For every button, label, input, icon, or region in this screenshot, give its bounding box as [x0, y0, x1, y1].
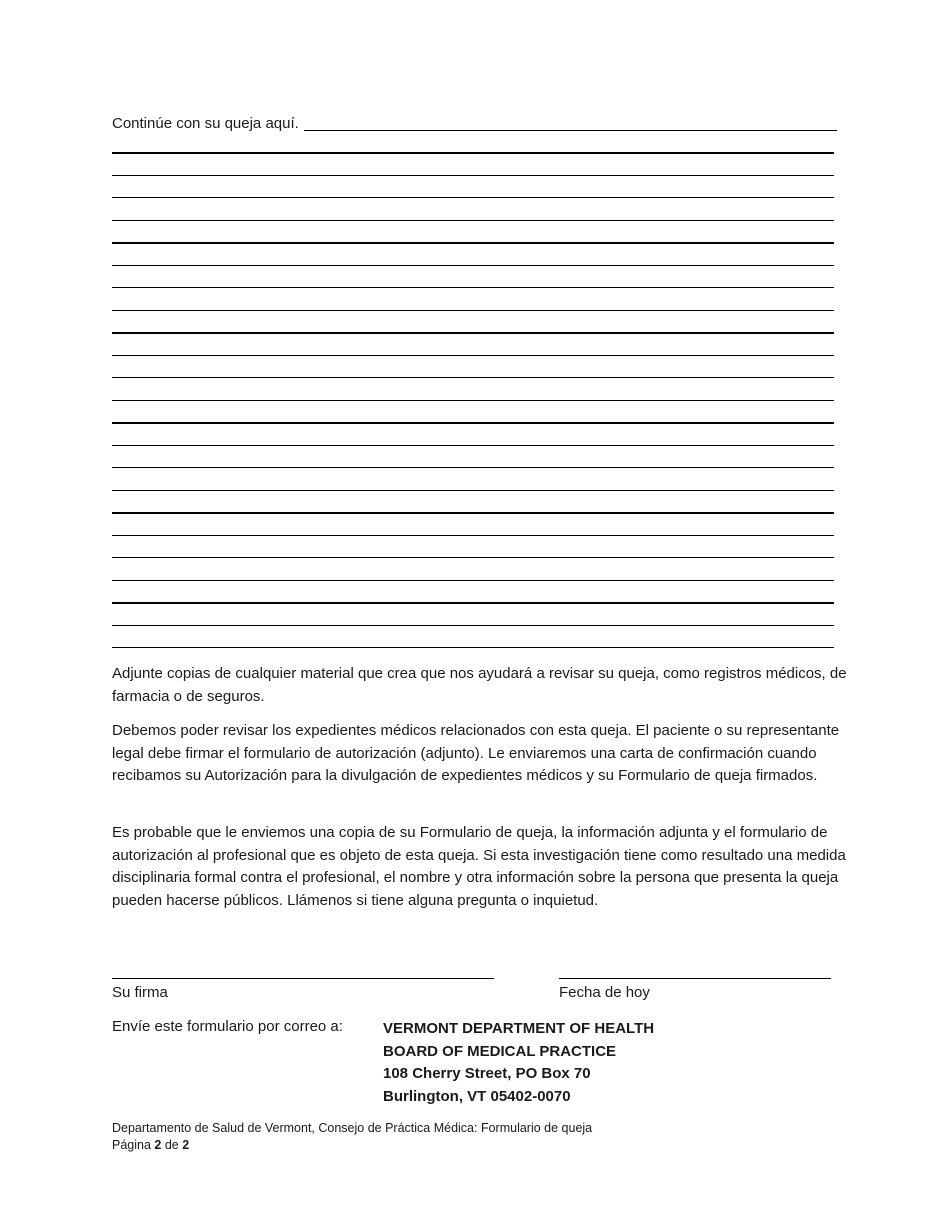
writing-line[interactable] — [112, 265, 834, 266]
continue-label: Continúe con su queja aquí. — [112, 115, 299, 132]
writing-line[interactable] — [112, 512, 834, 514]
writing-line[interactable] — [112, 175, 834, 176]
writing-line[interactable] — [112, 152, 834, 154]
signature-field[interactable] — [112, 978, 494, 979]
writing-line[interactable] — [112, 625, 834, 626]
writing-line[interactable] — [112, 422, 834, 424]
address-line-4: Burlington, VT 05402-0070 — [383, 1087, 571, 1105]
writing-line[interactable] — [112, 377, 834, 378]
page-current: 2 — [154, 1138, 162, 1152]
writing-line[interactable] — [112, 535, 834, 536]
address-line-1: VERMONT DEPARTMENT OF HEALTH — [383, 1020, 655, 1037]
page-word: Página — [112, 1138, 151, 1152]
address-line-2: BOARD OF MEDICAL PRACTICE — [383, 1042, 617, 1060]
signature-label: Su firma — [112, 984, 168, 1001]
writing-line[interactable] — [112, 220, 834, 221]
writing-line[interactable] — [112, 310, 834, 311]
writing-line[interactable] — [112, 400, 834, 401]
writing-line[interactable] — [112, 647, 834, 648]
writing-line[interactable] — [112, 557, 834, 558]
disclosure-paragraph: Es probable que le enviemos una copia de su Formulario de queja, la información adjunta y el formulario de autorización al profesional que es objeto de esta queja. Si esta investigación tiene como resultado una medida disciplinaria formal contra el profesional, el nombre y otra información sobre la persona que presenta la queja pueden hacerse públicos. Llámenos si tiene alguna pregunta o inquietud. — [112, 824, 846, 909]
writing-line[interactable] — [112, 242, 834, 244]
date-field[interactable] — [559, 978, 831, 979]
writing-line[interactable] — [112, 580, 834, 581]
mailing-address — [383, 1018, 654, 1108]
writing-line[interactable] — [112, 355, 834, 356]
page-footer — [112, 1120, 592, 1154]
medical-records-paragraph: Debemos poder revisar los expedientes médicos relacionados con esta queja. El paciente o su representante legal debe firmar el formulario de autorización (adjunto). Le enviaremos una carta de confirmación cuando recibamos su Autorización para la divulgación de expedientes médicos y su Formulario de queja firmados. — [112, 722, 840, 784]
writing-line[interactable] — [112, 287, 834, 288]
writing-line[interactable] — [112, 445, 834, 446]
page-number — [112, 1137, 592, 1154]
mail-instructions-label: Envíe este formulario por correo a: — [112, 1018, 343, 1035]
continue-complaint-field[interactable] — [304, 130, 837, 131]
date-label: Fecha de hoy — [559, 984, 650, 1001]
footer-title: Departamento de Salud de Vermont, Consejo de Práctica Médica: Formulario de queja — [112, 1121, 593, 1135]
writing-line[interactable] — [112, 332, 834, 334]
continue-complaint-row — [112, 113, 837, 133]
page-of: de — [164, 1138, 179, 1152]
address-line-3: 108 Cherry Street, PO Box 70 — [383, 1065, 591, 1083]
writing-line[interactable] — [112, 602, 834, 604]
writing-line[interactable] — [112, 467, 834, 468]
attach-copies-paragraph: Adjunte copias de cualquier material que crea que nos ayudará a revisar su queja, como registros médicos, de farmacia o de seguros. — [112, 665, 847, 705]
writing-line[interactable] — [112, 490, 834, 491]
writing-line[interactable] — [112, 197, 834, 198]
page-total: 2 — [182, 1138, 190, 1152]
